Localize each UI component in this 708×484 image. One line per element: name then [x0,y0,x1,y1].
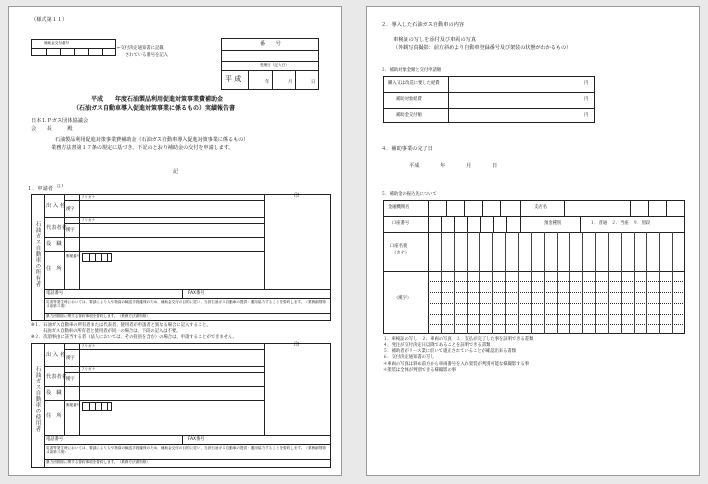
account-holder-kana-sub: （カナ） [392,251,410,256]
eligible-cost-label: 補助対象経費 [396,97,422,102]
name-grid-line [569,232,570,334]
photo-note-2: ＊架装は全体が判別できる様撮影の事 [383,368,457,373]
addressee-line2: 会 長 殿 [31,126,73,132]
fax-label: FAX番号 [188,291,205,296]
name-grid-line [479,232,480,334]
owner-vertical-label: 石油ガス自動車の所有者 [34,221,41,287]
yen-1: 円 [584,81,589,86]
doc-line3: ５．補助者がリース業に於いて適正されていることが確認出来る書類 [383,349,516,354]
doc-line1: １．車検証の写し ２．車両の写真 ３．支払が完了した事を証明できる書類 [383,337,534,342]
name-grid-line [557,232,558,334]
name-grid-line [544,232,545,334]
deposit-type-options: １．普通 ２．当座 ９．別段 [590,221,651,226]
form-page-2 [366,6,700,476]
doc-line2: ４．発注が交付決定日以降であることを証明できる書類 [383,343,491,348]
yen-3: 円 [584,113,589,118]
section-vehicle: ２．導入した石油ガス自動車の内容 [381,22,465,28]
phone-label: 電話番号 [46,291,64,296]
vehicle-line1: 車検証の写しを添付及び車両の写真 [393,37,477,43]
name-grid-line [646,232,647,334]
user-rep-label: 代表者名 [46,374,67,380]
number-label: 番 号 [260,41,281,47]
user-position-label: 役 職 [46,390,62,396]
address-label: 住 所 [46,266,62,272]
body-line1: 石油製品利用促進対策事業費補助金（石油ガス自動車導入促進対策事業に係るもの） [55,137,249,143]
seal-mark: 印 [294,193,300,199]
grant-note-line1: ←交付決定通知書に記載 [117,46,164,51]
name-grid-line [518,232,519,334]
postal-label: 郵便番号 [66,254,81,258]
name-grid-line [659,232,660,334]
user-table [31,343,331,468]
title-line2: （石油ガス自動車導入促進対策事業に係るもの）実績報告書 [73,105,236,112]
user-phone-label: 電話番号 [46,437,64,442]
name-grid-line [634,232,635,334]
name-grid-line [595,232,596,334]
receipt-box [221,38,319,90]
form-page-1 [8,6,342,476]
user-disaster-pledge-text: 災害等発生時においては、要請により人や物資の輸送手段確保のため、補助金交付の目的に従い、当該石油ガス自動車の提供・運用協力することを誓約します。（業務細則第４条第３項） [46,446,326,455]
title-line1: 平成 年度石油製品利用促進対策事業費補助金 [91,96,224,103]
ki-mark: 記 [173,169,179,175]
applicant-name-label: 出 入 名 [46,203,65,209]
day-label: 日 [311,80,316,85]
form-number: （様式第１１） [31,17,68,23]
antigang-pledge-text: 暴力団排除に関する誓約事項を誓約します。（業務方法書別紙） [46,314,150,318]
section-completion: ４．補助事業の完了日 [381,146,433,152]
name-grid-line [441,232,442,334]
year-label: 年 [265,80,270,85]
user-antigang-pledge-text: 暴力団排除に関する誓約事項を誓約します。（業務方法書別紙） [46,460,150,464]
user-address-label: 住 所 [46,413,62,419]
section-transfer: ５．補助金の振込先について [381,192,437,197]
postal-code-boxes[interactable] [82,253,112,262]
grant-number-label: 補助金交付番号 [44,41,70,45]
applicant-table [31,194,331,321]
vehicle-line2: （外観写真撮影：前方斜めより自動車登録番号及び架装の状態がわかるもの） [393,45,572,51]
user-name-label: 出 入 名 [46,352,65,358]
branch-name-label: 支店名 [534,205,547,210]
name-grid-line [505,232,506,334]
position-label: 役 職 [46,241,62,247]
user-postal-label: 郵便番号 [66,403,81,407]
body-line2: 業務方法書第１７条の規定に基づき、下記のとおり補助金の交付を申請します。 [51,145,234,151]
name-grid-line [467,232,468,334]
deposit-type-label: 預金種別 [544,221,562,226]
receipt-date-label: 受理日（記入日） [260,63,289,67]
grant-amount-label: 補助金交付額 [396,113,422,118]
user-rep-kanji-label: 漢字 [66,377,75,382]
furigana-label-2: フリガナ [81,218,96,222]
furigana-label: フリガナ [81,195,96,199]
photo-note-1: ＊車両の写真は斜め前方から車両番号を入れ架装が判別可能な様撮影する事 [383,362,530,367]
name-grid-line [621,232,622,334]
seal-mark-2: 印 [294,342,300,348]
applicant-kanji-label: 漢字 [66,207,75,212]
yen-2: 円 [584,97,589,102]
grant-note-line2: されている番号を記入 [125,53,168,58]
user-fax-label: FAX番号 [188,437,205,442]
name-grid-line [608,232,609,334]
bank-table [383,200,685,334]
grant-number-box [31,39,116,56]
name-grid-line [531,232,532,334]
name-grid-line [672,232,673,334]
month-label: 月 [288,80,293,85]
note-1a: ※１．石油ガス自動車の所有者または代表者、使用者が申請者と異なる場合に記入すること。 [31,323,211,328]
account-number-label: 口座番号 [392,221,410,226]
name-grid-line [492,232,493,334]
name-grid-line [582,232,583,334]
name-grid-line [454,232,455,334]
rep-kanji-label: 漢字 [66,228,75,233]
era-label: 平 成 [225,75,242,83]
completion-date: 平成 年 月 日 [409,163,498,169]
account-holder-kana-label: 口座名義 [390,244,408,249]
addressee-line1: 日本ＬＰガス団体協議会 [31,118,89,124]
user-kanji-label: 漢字 [66,356,75,361]
bank-name-label: 金融機関名 [388,205,410,210]
section-amount: ３．補助対象金額と交付申請額 [381,68,442,73]
note-1b: 石油ガス自動車の所有者と使用者が同一の場合は、下段の記入は不要。 [43,329,181,334]
amount-table [383,76,595,123]
note-2: ※２．次項事由に該当する者（法人においては、その役員を含む）の場合は、申請することができません。 [31,335,237,340]
disaster-pledge-text: 災害等発生時においては、要請により人や物資の輸送手段確保のため、補助金交付の目的に従い、当該石油ガス自動車の提供・運用協力することを誓約します。（業務細則第４条第３項） [46,300,326,309]
section-applicant: １．申請者 [27,186,53,192]
rep-name-label: 代表者名 [46,225,67,231]
user-postal-code-boxes[interactable] [82,402,112,411]
account-holder-kanji-label: （漢字） [394,296,412,301]
furigana-label-3: フリガナ [81,344,96,348]
purchase-cost-label: 購入又は改造に要した経費 [388,81,440,86]
doc-line4: ６．交付決定通知書の写し [383,355,435,360]
furigana-label-4: フリガナ [81,367,96,371]
user-vertical-label: 石油ガス自動車の使用者 [34,366,41,432]
section-applicant-note: 注１ [57,184,65,188]
